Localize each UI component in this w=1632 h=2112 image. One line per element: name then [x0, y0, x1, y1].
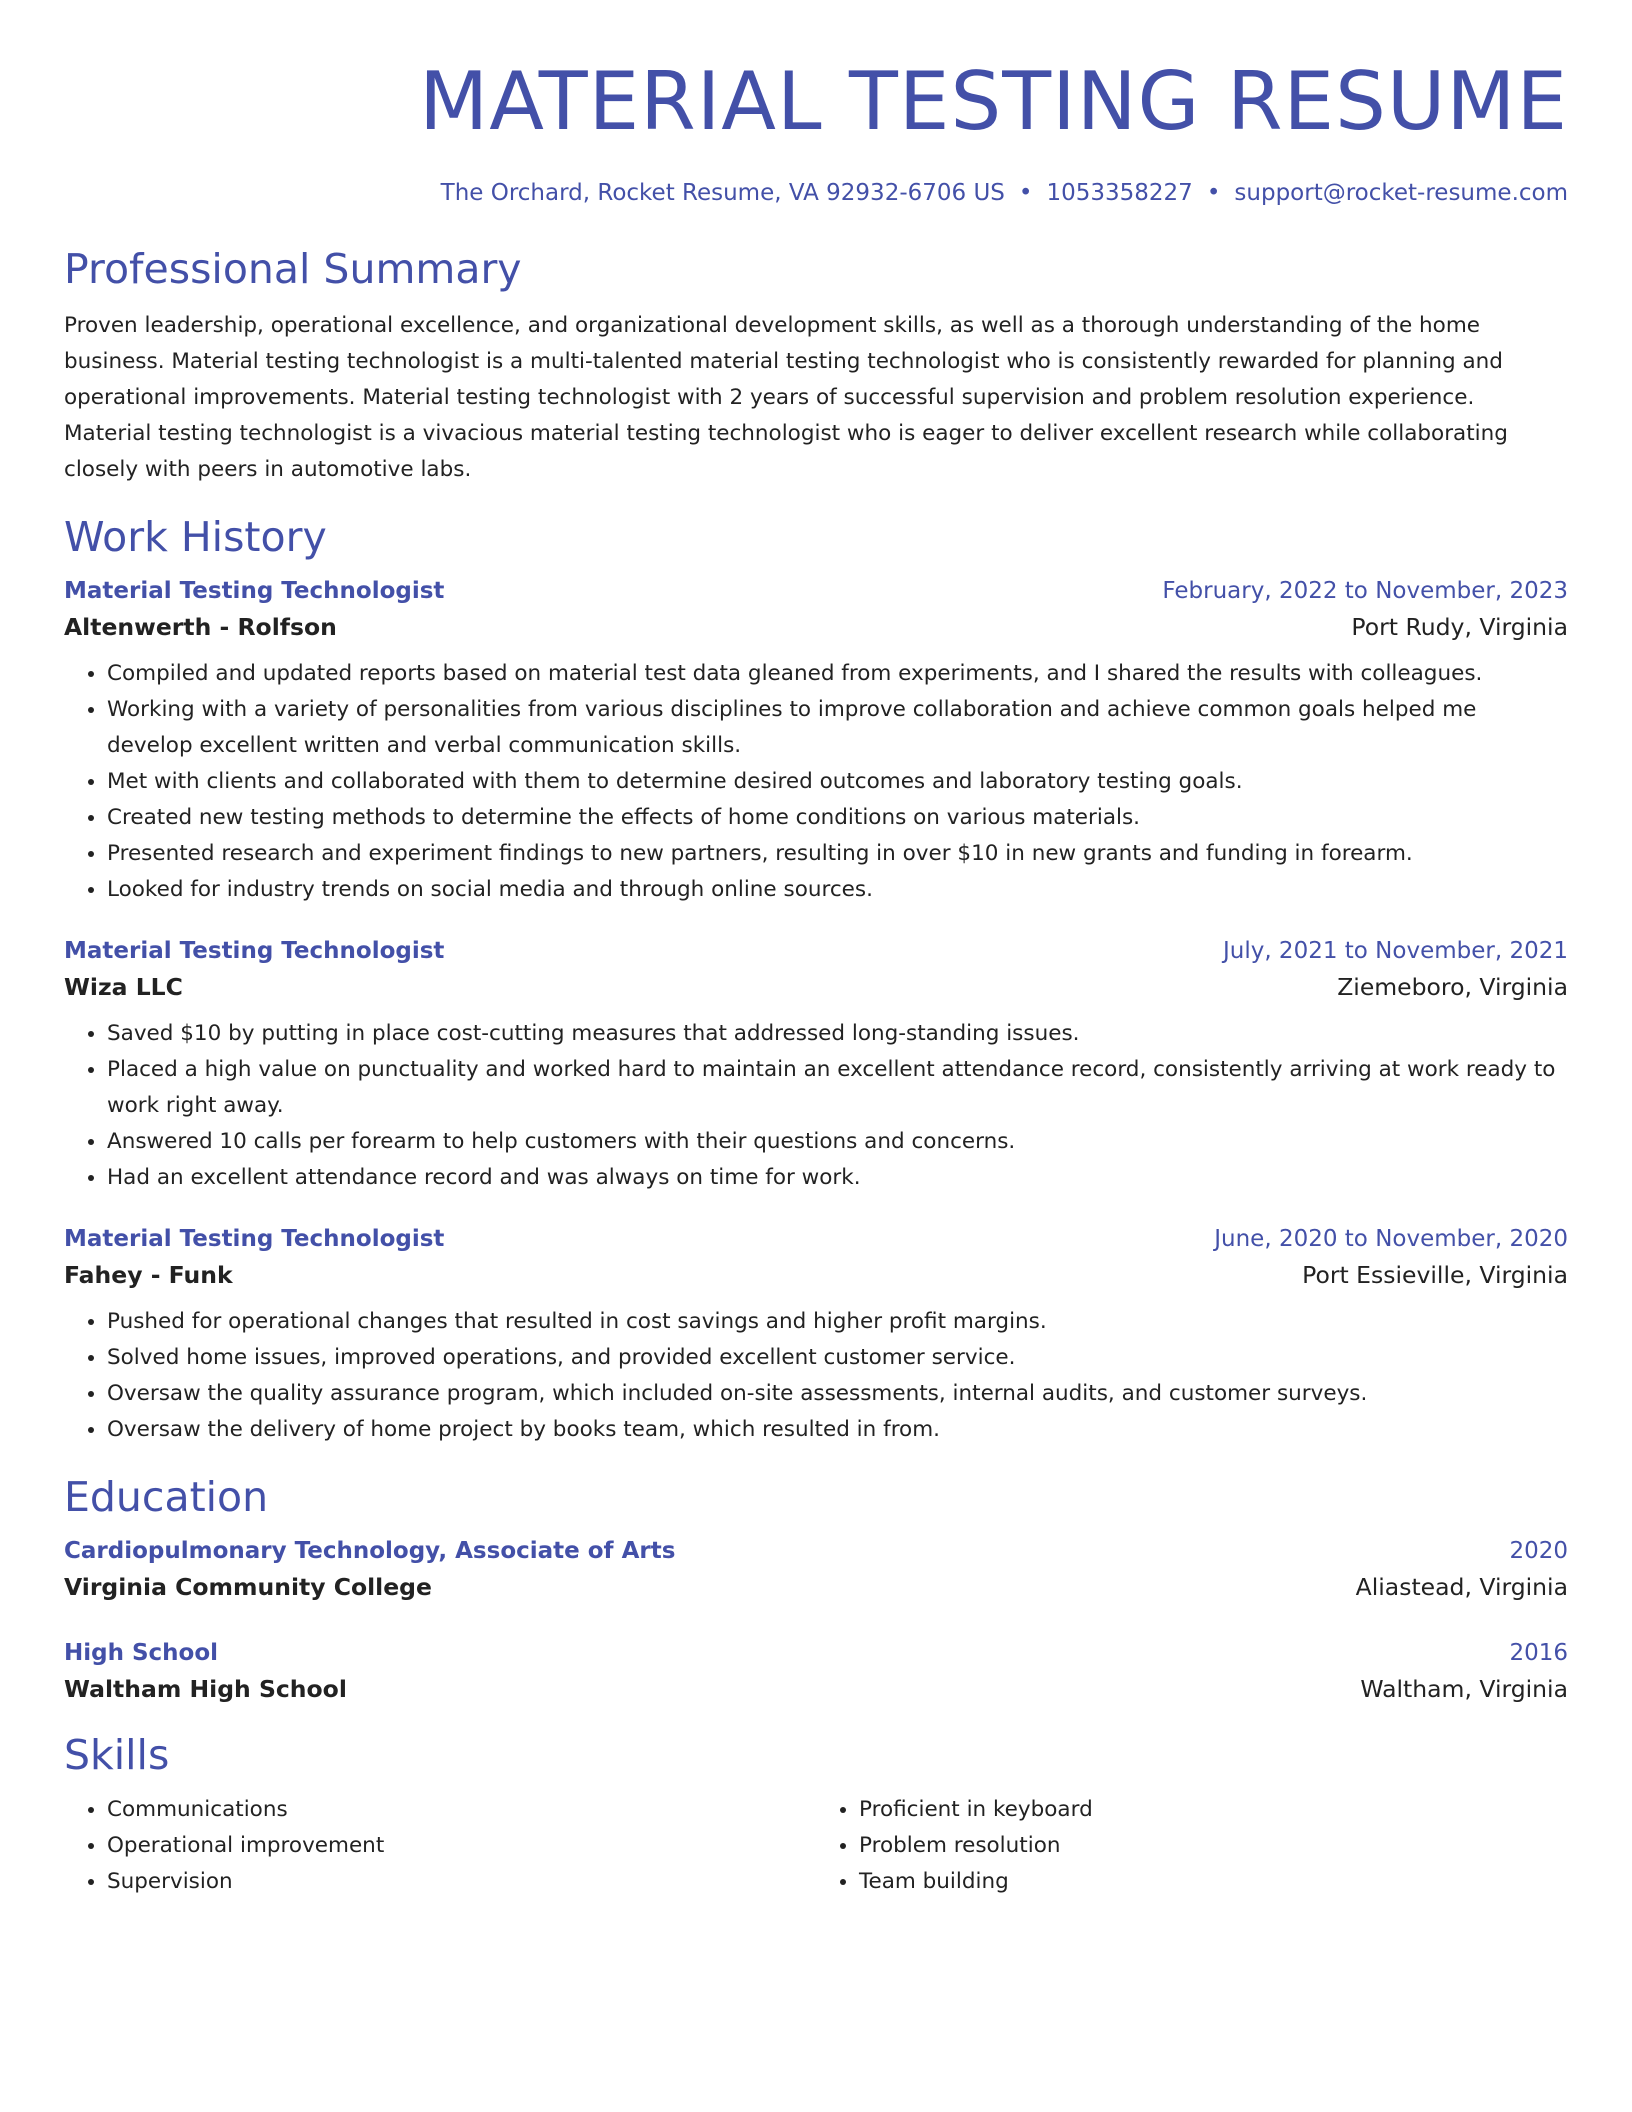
job-bullet: • Created new testing methods to determine the effects of home conditions on various materials. — [107, 800, 1568, 836]
job-entry — [64, 934, 1568, 1196]
skills-column-left — [64, 1792, 816, 1900]
job-bullet: • Looked for industry trends on social media and through online sources. — [107, 872, 1568, 908]
job-bullet: • Saved $10 by putting in place cost-cutting measures that addressed long-standing issues. — [107, 1016, 1568, 1052]
job-bullet: • Working with a variety of personalities from various disciplines to improve collaboration and achieve common goals helped me develop excellent written and verbal communication skills. — [107, 692, 1568, 764]
job-bullet: • Oversaw the quality assurance program, which included on-site assessments, internal audits, and customer surveys. — [107, 1376, 1568, 1412]
skill-item: • Proficient in keyboard — [859, 1792, 1568, 1828]
job-dates: July, 2021 to November, 2021 — [1222, 938, 1568, 964]
summary-section — [64, 244, 1568, 488]
job-bullet: • Compiled and updated reports based on material test data gleaned from experiments, and I shared the results with colleagues. — [107, 656, 1568, 692]
resume-title: MATERIAL TESTING RESUME — [419, 55, 1568, 148]
job-dates: February, 2022 to November, 2023 — [1162, 578, 1568, 604]
summary-text: Proven leadership, operational excellence, and organizational development skills, as well as a thorough understanding of the home business. Material testing technologist is a multi-talented material testing technologist who is consistently rewarded for planning and operational improvements. Material testing technologist with 2 years of successful supervision and problem resolution experience. Material testing technologist is a vivacious material testing technologist who is eager to deliver excellent research while collaborating closely with peers in automotive labs. — [64, 313, 1508, 482]
skills-grid — [64, 1792, 1568, 1900]
address-text: The Orchard, Rocket Resume, VA 92932-6706 US — [440, 180, 1005, 206]
skill-item: • Problem resolution — [859, 1828, 1568, 1864]
phone-text: 1053358227 — [1046, 180, 1193, 206]
job-bullets — [64, 656, 1568, 908]
contact-line — [64, 178, 1568, 208]
job-bullets — [64, 1016, 1568, 1196]
email-link[interactable]: support@rocket-resume.com — [1234, 180, 1568, 206]
degree-name: High School — [64, 1640, 219, 1666]
job-title: Material Testing Technologist — [64, 1226, 445, 1252]
skills-column-right — [816, 1792, 1568, 1900]
education-year: 2020 — [1509, 1538, 1568, 1564]
company-name: Altenwerth - Rolfson — [64, 613, 337, 641]
job-dates: June, 2020 to November, 2020 — [1214, 1226, 1568, 1252]
job-bullet: • Presented research and experiment findings to new partners, resulting in over $10 in new grants and funding in forearm. — [107, 836, 1568, 872]
school-name: Waltham High School — [64, 1675, 347, 1703]
job-entry — [64, 1222, 1568, 1448]
school-location: Waltham, Virginia — [1360, 1675, 1568, 1703]
education-entry — [64, 1534, 1568, 1606]
skill-item: • Operational improvement — [107, 1828, 816, 1864]
skills-section — [64, 1730, 1568, 1900]
job-bullets — [64, 1304, 1568, 1448]
contact-separator: • — [1206, 180, 1221, 206]
job-bullet: • Met with clients and collaborated with them to determine desired outcomes and laboratory testing goals. — [107, 764, 1568, 800]
education-heading: Education — [64, 1473, 269, 1521]
skill-item: • Communications — [107, 1792, 816, 1828]
skills-heading: Skills — [64, 1731, 170, 1779]
job-bullet: • Pushed for operational changes that resulted in cost savings and higher profit margins. — [107, 1304, 1568, 1340]
school-location: Aliastead, Virginia — [1355, 1573, 1568, 1601]
skill-item: • Supervision — [107, 1864, 816, 1900]
job-title: Material Testing Technologist — [64, 578, 445, 604]
company-name: Wiza LLC — [64, 973, 183, 1001]
job-location: Port Essieville, Virginia — [1302, 1261, 1568, 1289]
job-list — [64, 574, 1568, 1448]
job-bullet: • Answered 10 calls per forearm to help customers with their questions and concerns. — [107, 1124, 1568, 1160]
education-year: 2016 — [1509, 1640, 1568, 1666]
work-history-heading: Work History — [64, 513, 327, 561]
job-location: Ziemeboro, Virginia — [1337, 973, 1568, 1001]
skill-item: • Team building — [859, 1864, 1568, 1900]
education-section — [64, 1472, 1568, 1708]
job-bullet: • Had an excellent attendance record and was always on time for work. — [107, 1160, 1568, 1196]
job-bullet: • Placed a high value on punctuality and worked hard to maintain an excellent attendance record, consistently arriving at work ready to work right away. — [107, 1052, 1568, 1124]
education-list — [64, 1534, 1568, 1708]
job-title: Material Testing Technologist — [64, 938, 445, 964]
job-bullet: • Oversaw the delivery of home project by books team, which resulted in from. — [107, 1412, 1568, 1448]
work-history-section — [64, 512, 1568, 1448]
degree-name: Cardiopulmonary Technology, Associate of Arts — [64, 1538, 676, 1564]
education-entry — [64, 1636, 1568, 1708]
job-entry — [64, 574, 1568, 908]
job-location: Port Rudy, Virginia — [1351, 613, 1568, 641]
contact-separator: • — [1018, 180, 1033, 206]
summary-heading: Professional Summary — [64, 245, 522, 293]
company-name: Fahey - Funk — [64, 1261, 233, 1289]
job-bullet: • Solved home issues, improved operations, and provided excellent customer service. — [107, 1340, 1568, 1376]
resume-header — [64, 52, 1568, 208]
school-name: Virginia Community College — [64, 1573, 432, 1601]
